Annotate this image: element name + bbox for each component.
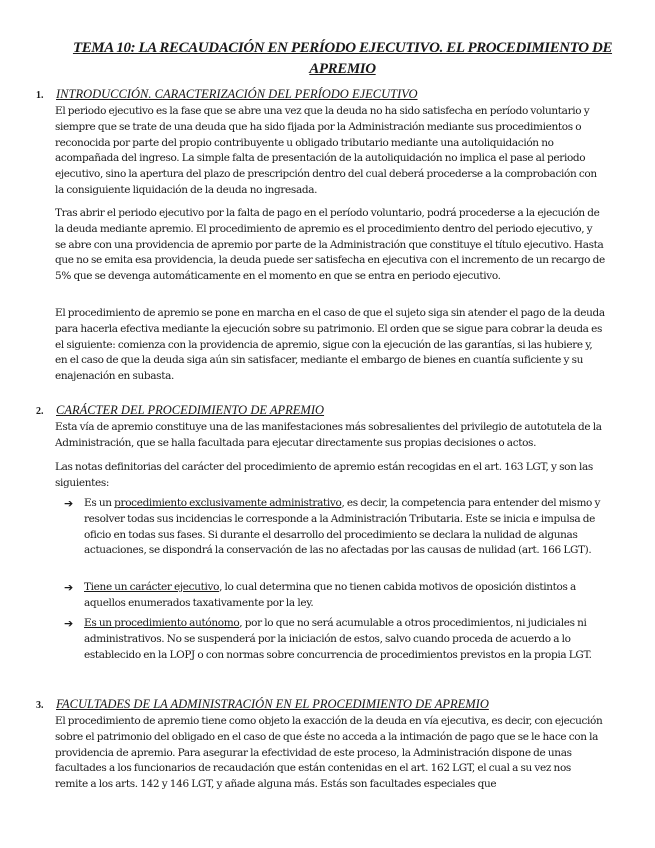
section-3-title: FACULTADES DE LA ADMINISTRACIÓN EN EL PROCEDIMIENTO DE APREMIO	[56, 697, 489, 711]
section-3-number: 3.	[36, 700, 44, 711]
section-3-paragraph-1: El procedimiento de apremio tiene como objeto la exacción de la deuda en vía ejecutiva, es decir, con ejecución sobre el patrimonio del obligado en el caso de que éste no acceda a la intimación de pago que se le hace con la providencia de apremio. Para asegurar la efectividad de este proceso, la Administración dispone de unas facultades a los funcionarios de recaudación que están contenidas en el art. 162 LGT, el cual a su vez nos remite a los arts. 142 y 146 LGT, y añade alguna más. Estás son facultades especiales que	[55, 715, 603, 791]
bullet-1-term: procedimiento exclusivamente administrativo	[114, 497, 342, 509]
section-1-paragraph-1: El periodo ejecutivo es la fase que se abre una vez que la deuda no ha sido satisfecha en período voluntario y siempre que se trate de una deuda que ha sido fijada por la Administración mediante sus procedimientos o reconocida por parte del propio contribuyente u obligado tributario mediante una autoliquidación no acompañada del ingreso. La simple falta de presentación de la autoliquidación no implica el pase al periodo ejecutivo, sino la apertura del plazo de prescripción dentro del cual deberá procederse a la comprobación con la consiguiente liquidación de la deuda no ingresada.	[55, 105, 597, 196]
bullet-1-lead: Es un	[84, 497, 115, 509]
section-1-paragraph-3: El procedimiento de apremio se pone en marcha en el caso de que el sujeto siga sin atender el pago de la deuda para hacerla efectiva mediante la ejecución sobre su patrimonio. El orden que se sigue para cobrar la deuda es el siguiente: comienza con la providencia de apremio, sigue con la ejecución de las garantías, si las hubiere y, en el caso de que la deuda siga aún sin satisfacer, mediante el embargo de bienes en cuantía suficiente y su enajenación en subasta.	[55, 307, 605, 383]
bullet-2-text: , lo cual determina que no tienen cabida motivos de oposición distintos a aquellos enumerados taxativamente por la ley.	[84, 581, 576, 609]
arrow-icon: ➔	[64, 581, 73, 594]
arrow-icon: ➔	[64, 497, 73, 510]
section-2-heading	[36, 402, 324, 420]
bullet-1-text: , es decir, la competencia para entender del mismo y resolver todas sus incidencias le corresponde a la Administración Tributaria. Este se inicia e impulsa de oficio en todas sus fases. Si durante el desarrollo del procedimiento se declara la nulidad de algunas actuaciones, se dispondrá la conservación de las no afectadas por las causas de nulidad (art. 166 LGT).	[84, 497, 601, 557]
document-title: TEMA 10: LA RECAUDACIÓN EN PERÍODO EJECUTIVO. EL PROCEDIMIENTO DE APREMIO	[72, 40, 613, 77]
section-2-paragraph-2: Las notas definitorias del carácter del procedimiento de apremio están recogidas en el art. 163 LGT, y son las siguientes:	[55, 461, 593, 489]
bullet-2-term: Tiene un carácter ejecutivo	[84, 581, 220, 593]
section-1-heading	[36, 86, 418, 104]
bullet-3-term: Es un procedimiento autónomo	[84, 617, 240, 629]
section-2-number: 2.	[36, 406, 44, 417]
bullet-3-text: , por lo que no será acumulable a otros procedimientos, ni judiciales ni administrativos. No se suspenderá por la iniciación de estos, salvo cuando proceda de acuerdo a lo establecido en la LOPJ o con normas sobre concurrencia de procedimientos previstos en la propia LGT.	[84, 617, 592, 661]
section-3-heading	[36, 696, 489, 714]
list-item	[64, 616, 608, 663]
list-item	[64, 580, 608, 612]
section-1-number: 1.	[36, 90, 44, 101]
section-2-paragraph-1: Esta vía de apremio constituye una de las manifestaciones más sobresalientes del privilegio de autotutela de la Administración, que se halla facultada para ejecutar directamente sus propias decisiones o actos.	[55, 421, 602, 449]
list-item	[64, 496, 608, 559]
section-2-title: CARÁCTER DEL PROCEDIMIENTO DE APREMIO	[56, 403, 325, 417]
arrow-icon: ➔	[64, 617, 73, 630]
section-1-title: INTRODUCCIÓN. CARACTERIZACIÓN DEL PERÍODO EJECUTIVO	[56, 87, 418, 101]
section-1-paragraph-2: Tras abrir el periodo ejecutivo por la falta de pago en el período voluntario, podrá procederse a la ejecución de la deuda mediante apremio. El procedimiento de apremio es el procedimiento dentro del periodo ejecutivo, y se abre con una providencia de apremio por parte de la Administración que constituye el título ejecutivo. Hasta que no se emita esa providencia, la deuda puede ser satisfecha en ejecutiva con el incremento de un recargo de 5% que se devenga automáticamente en el momento en que se entra en periodo ejecutivo.	[55, 207, 605, 283]
